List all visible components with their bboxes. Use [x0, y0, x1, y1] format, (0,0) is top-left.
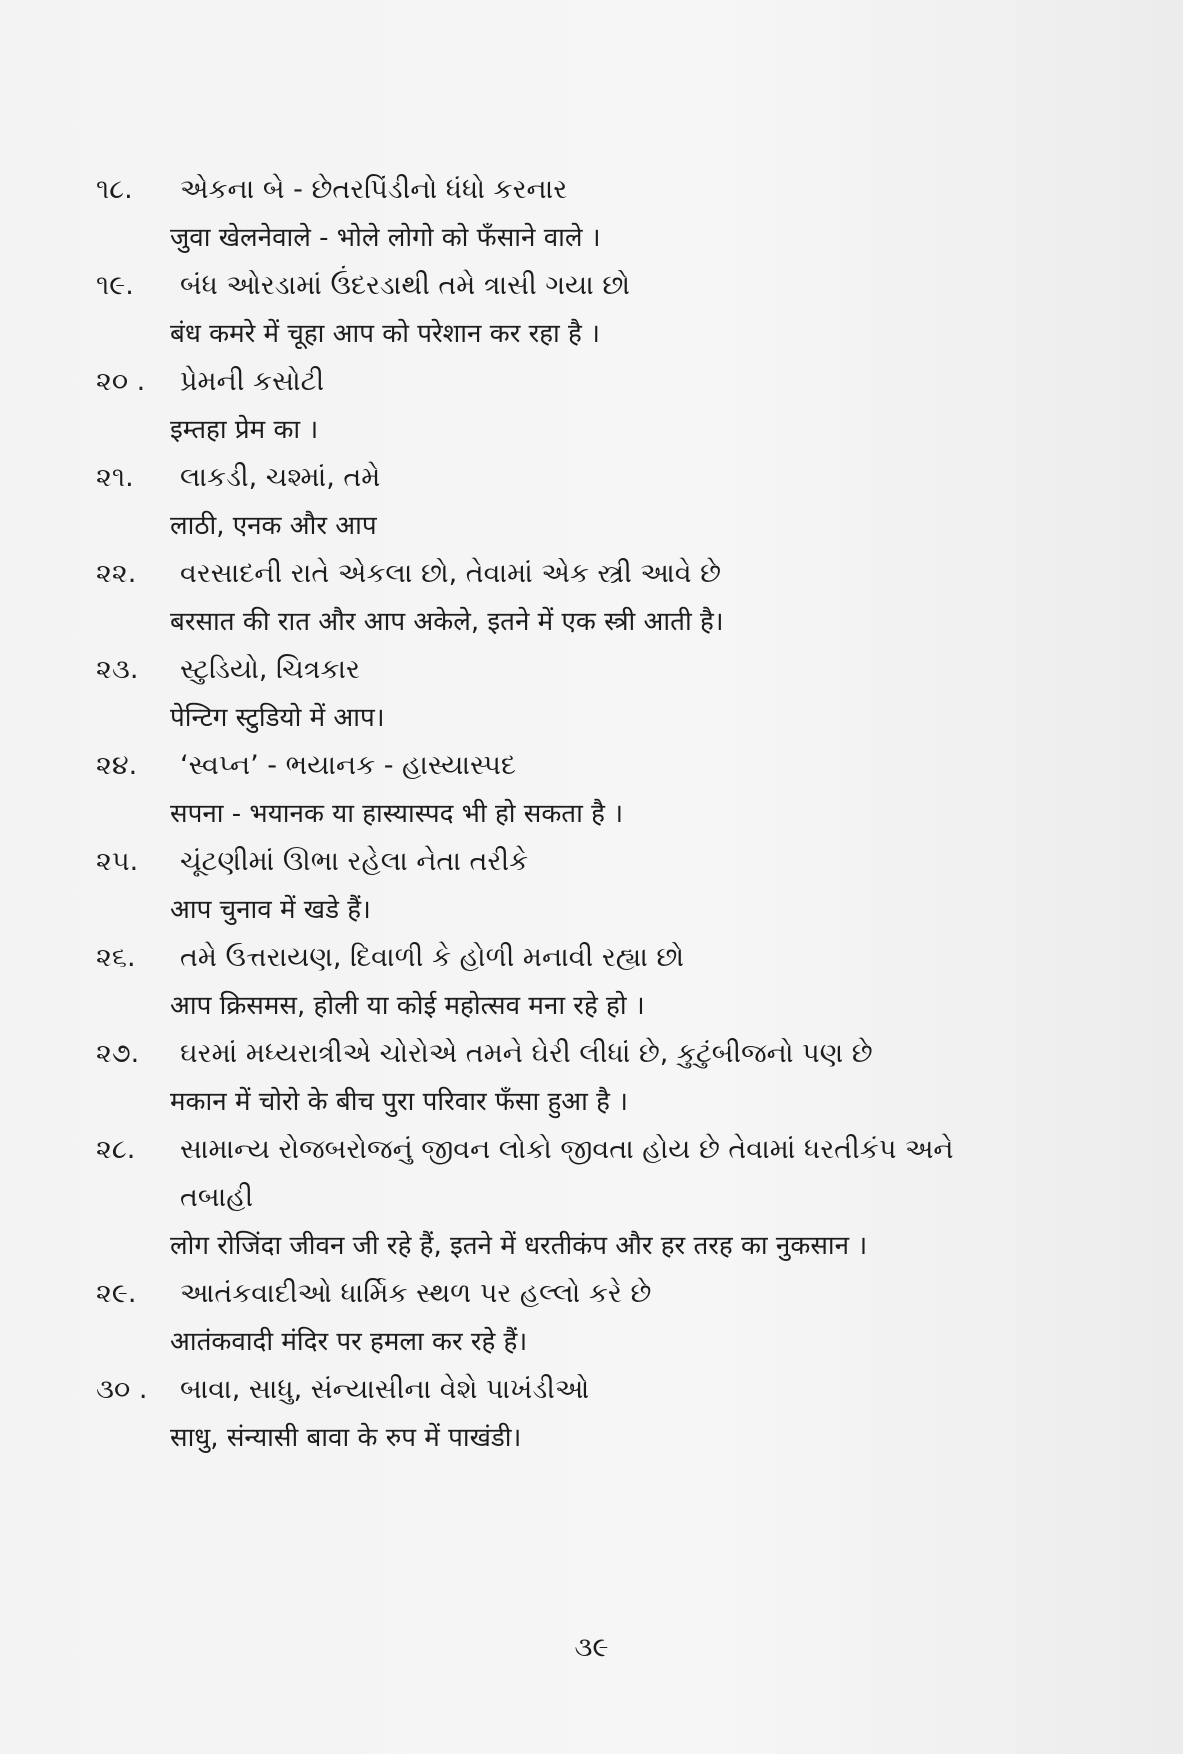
entry-number: ૨૧. — [96, 462, 134, 493]
hindi-text: लाठी, एनक और आप — [170, 511, 377, 541]
gujarati-text: સામાન્ય રોજબરોજનું જીવન લોકો જીવતા હોય છે તેવામાં ધરતીકંપ અને તબાહી — [180, 1134, 954, 1213]
list-item — [96, 934, 1016, 1030]
hindi-text: पेन्टिग स्टुडियो में आप। — [170, 703, 385, 733]
gujarati-text: ‘સ્વપ્ન’ - ભયાનક - હાસ્યાસ્પદ — [180, 750, 516, 781]
gujarati-text: આતંકવાદીઓ ધાર્મિક સ્થળ પર હલ્લો કરે છે — [180, 1278, 652, 1309]
gujarati-text: બંધ ઓરડામાં ઉંદરડાથી તમે ત્રાસી ગયા છો — [180, 270, 630, 301]
hindi-text: लोग रोजिंदा जीवन जी रहे हैं, इतने में धरतीकंप और हर तरह का नुकसान । — [170, 1231, 868, 1261]
gujarati-text: વરસાદની રાતે એકલા છો, તેવામાં એક સ્ત્રી આવે છે — [180, 558, 722, 589]
list-item — [96, 358, 1016, 454]
entry-number: ૧૯. — [96, 270, 134, 301]
entry-number: ૧૮. — [96, 174, 133, 205]
hindi-text: जुवा खेलनेवाले - भोले लोगो को फँसाने वाले । — [170, 223, 601, 253]
list-item — [96, 838, 1016, 934]
entry-number: ૨૮. — [96, 1134, 136, 1165]
list-item — [96, 646, 1016, 742]
hindi-text: आप चुनाव में खडे हैं। — [170, 895, 371, 925]
entry-number: ૨૪. — [96, 750, 138, 781]
list-item — [96, 166, 1016, 262]
gujarati-text: પ્રેમની કસોટી — [180, 366, 325, 397]
gujarati-text: લાકડી, ચશ્માં, તમે — [180, 462, 381, 493]
list-item — [96, 262, 1016, 358]
list-item — [96, 550, 1016, 646]
gujarati-text: બાવા, સાધુ, સંન્યાસીના વેશે પાખંડીઓ — [180, 1374, 590, 1405]
hindi-text: आप क्रिसमस, होली या कोई महोत्सव मना रहे हो । — [170, 991, 645, 1021]
entry-number: ૨૫. — [96, 846, 139, 877]
hindi-text: साधु, संन्यासी बावा के रुप में पाखंडी। — [170, 1423, 522, 1453]
hindi-text: सपना - भयानक या हास्यास्पद भी हो सकता है । — [170, 799, 624, 829]
entry-number: ૨૯. — [96, 1278, 137, 1309]
list-item — [96, 1366, 1016, 1462]
page-number: ૩૯ — [574, 1632, 609, 1663]
entry-list — [96, 166, 1016, 1462]
gujarati-text: તમે ઉત્તરાયણ, દિવાળી કે હોળી મનાવી રહ્યા છો — [180, 942, 685, 973]
list-item — [96, 1030, 1016, 1126]
entry-number: ૨૨. — [96, 558, 137, 589]
entry-number: ૨૬. — [96, 942, 136, 973]
hindi-text: बरसात की रात और आप अकेले, इतने में एक स्त्री आती है। — [170, 607, 724, 637]
list-item — [96, 454, 1016, 550]
entry-number: ૩૦ . — [96, 1374, 148, 1405]
hindi-text: आतंकवादी मंदिर पर हमला कर रहे हैं। — [170, 1327, 528, 1357]
entry-number: ૨૩. — [96, 654, 139, 685]
gujarati-text: ઘરમાં મધ્યરાત્રીએ ચોરોએ તમને ઘેરી લીધાં છે, કુટુંબીજનો પણ છે — [180, 1038, 873, 1069]
gujarati-text: ચૂંટણીમાં ઊભા રહેલા નેતા તરીકે — [180, 846, 529, 877]
entry-number: ૨૦ . — [96, 366, 146, 397]
gujarati-text: એકના બે - છેતરપિંડીનો ધંધો કરનાર — [180, 174, 568, 205]
list-item — [96, 1126, 1016, 1270]
gujarati-text: સ્ટુડિયો, ચિત્રકાર — [180, 654, 360, 685]
list-item — [96, 742, 1016, 838]
hindi-text: बंध कमरे में चूहा आप को परेशान कर रहा है । — [170, 319, 600, 349]
list-item — [96, 1270, 1016, 1366]
hindi-text: इम्तहा प्रेम का । — [170, 415, 319, 445]
entry-number: ૨૭. — [96, 1038, 140, 1069]
hindi-text: मकान में चोरो के बीच पुरा परिवार फँसा हुआ है । — [170, 1087, 629, 1117]
